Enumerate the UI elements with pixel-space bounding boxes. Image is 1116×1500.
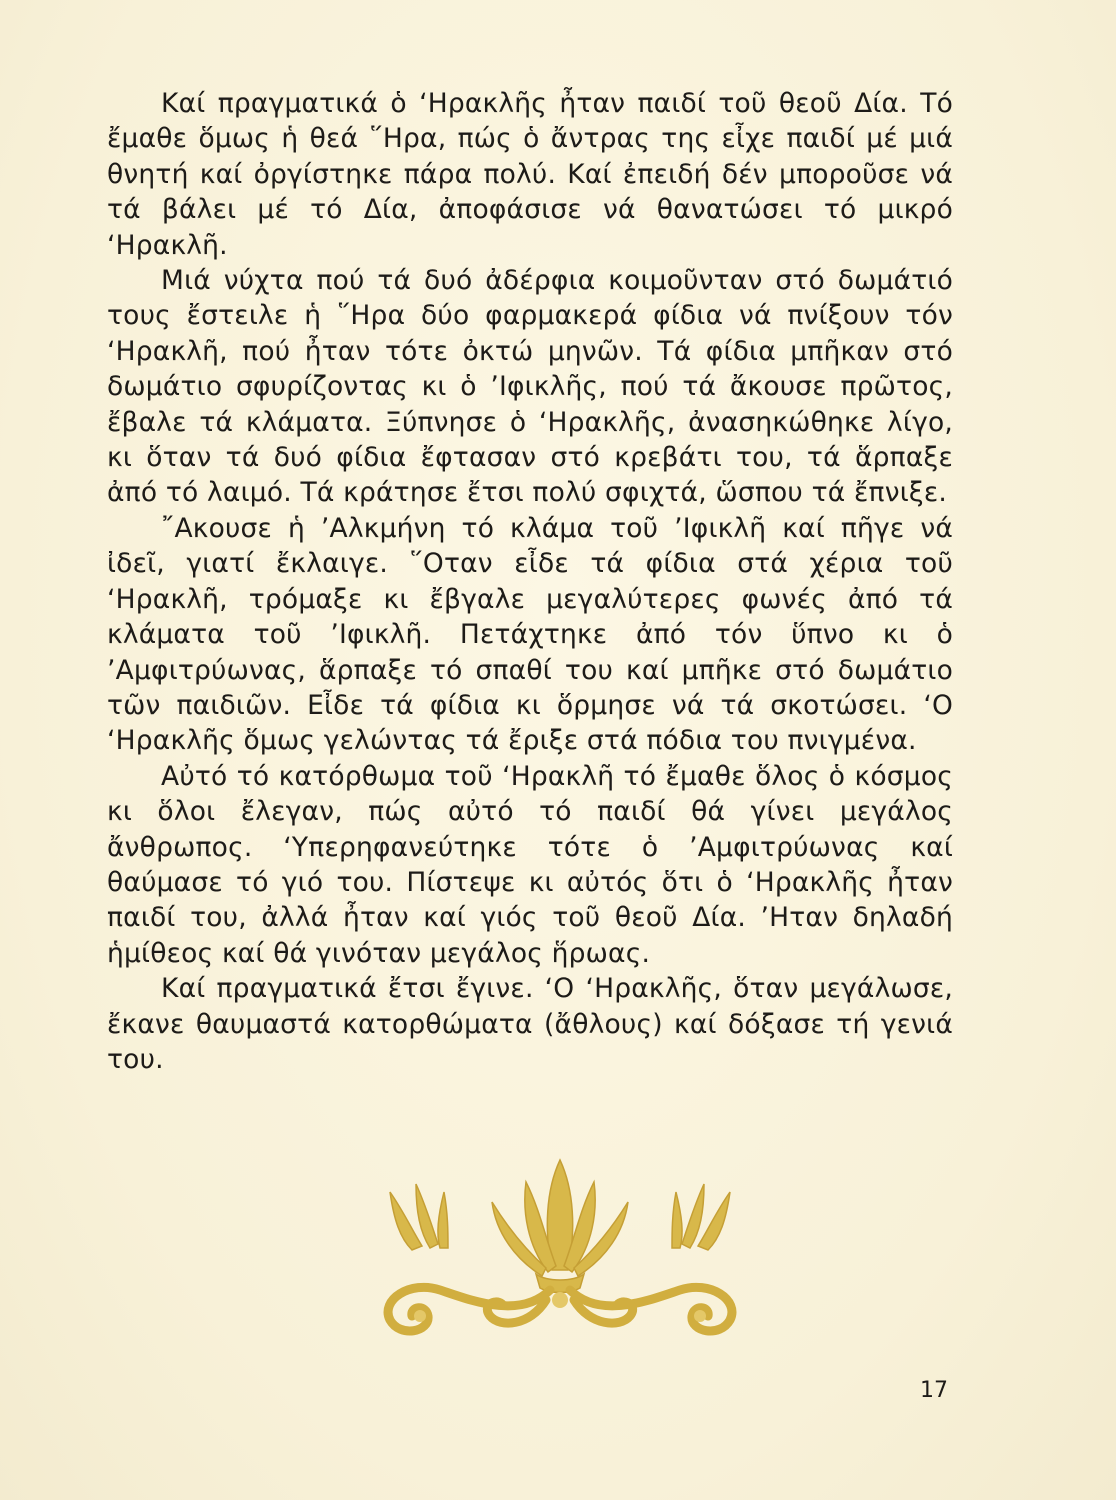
anthemion-ornament-icon	[350, 1150, 770, 1350]
paragraph-5: Καί πραγματικά ἔτσι ἔγινε. ʻΟ ʻΗρακλῆς, ὅταν μεγάλωσε, ἔκανε θαυμαστά κατορθώματα (ἄθλους) καί δόξασε τή γενιά του.	[107, 973, 953, 1075]
paragraph-1: Καί πραγματικά ὁ ʻΗρακλῆς ἦταν παιδί τοῦ θεοῦ Δία. Τό ἔμαθε ὅμως ἡ θεά ῞Ηρα, πώς ὁ ἄντρας της εἶχε παιδί μέ μιά θνητή καί ὀργίστηκε πάρα πολύ. Καί ἐπειδή δέν μποροῦσε νά τά βάλει μέ τό Δία, ἀποφάσισε νά θανατώσει τό μικρό ʻΗρακλῆ.	[107, 88, 953, 261]
paragraph-2: Μιά νύχτα πού τά δυό ἀδέρφια κοιμοῦνταν στό δωμάτιό τους ἔστειλε ἡ ῞Ηρα δύο φαρμακερά φίδια νά πνίξουν τόν ʻΗρακλῆ, πού ἦταν τότε ὀκτώ μηνῶν. Τά φίδια μπῆκαν στό δωμάτιο σφυρίζοντας κι ὁ ʼΙφικλῆς, πού τά ἄκουσε πρῶτος, ἔβαλε τά κλάματα. Ξύπνησε ὁ ʻΗρακλῆς, ἀνασηκώθηκε λίγο, κι ὅταν τά δυό φίδια ἔφτασαν στό κρεβάτι του, τά ἅρπαξε ἀπό τό λαιμό. Τά κράτησε ἔτσι πολύ σφιχτά, ὥσπου τά ἔπνιξε.	[107, 265, 953, 509]
story-text	[107, 86, 953, 1077]
paragraph-3: ῎Ακουσε ἡ ʼΑλκμήνη τό κλάμα τοῦ ʼΙφικλῆ καί πῆγε νά ἰδεῖ, γιατί ἔκλαιγε. ῞Οταν εἶδε τά φίδια στά χέρια τοῦ ʻΗρακλῆ, τρόμαξε κι ἔβγαλε μεγαλύτερες φωνές ἀπό τά κλάματα τοῦ ʼΙφικλῆ. Πετάχτηκε ἀπό τόν ὕπνο κι ὁ ʼΑμφιτρύωνας, ἅρπαξε τό σπαθί του καί μπῆκε στό δωμάτιο τῶν παιδιῶν. Εἶδε τά φίδια κι ὅρμησε νά τά σκοτώσει. ʻΟ ʻΗρακλῆς ὅμως γελώντας τά ἔριξε στά πόδια του πνιγμένα.	[107, 512, 953, 757]
page-number: 17	[920, 1378, 948, 1403]
paragraph-4: Αὐτό τό κατόρθωμα τοῦ ʻΗρακλῆ τό ἔμαθε ὅλος ὁ κόσμος κι ὅλοι ἔλεγαν, πώς αὐτό τό παιδί θά γίνει μεγάλος ἄνθρωπος. ʻΥπερηφανεύτηκε τότε ὁ ʼΑμφιτρύωνας καί θαύμασε τό γιό του. Πίστεψε κι αὐτός ὅτι ὁ ʻΗρακλῆς ἦταν παιδί του, ἀλλά ἦταν καί γιός τοῦ θεοῦ Δία. ʼΗταν δηλαδή ἡμίθεος καί θά γινόταν μεγάλος ἥρωας.	[107, 760, 953, 969]
